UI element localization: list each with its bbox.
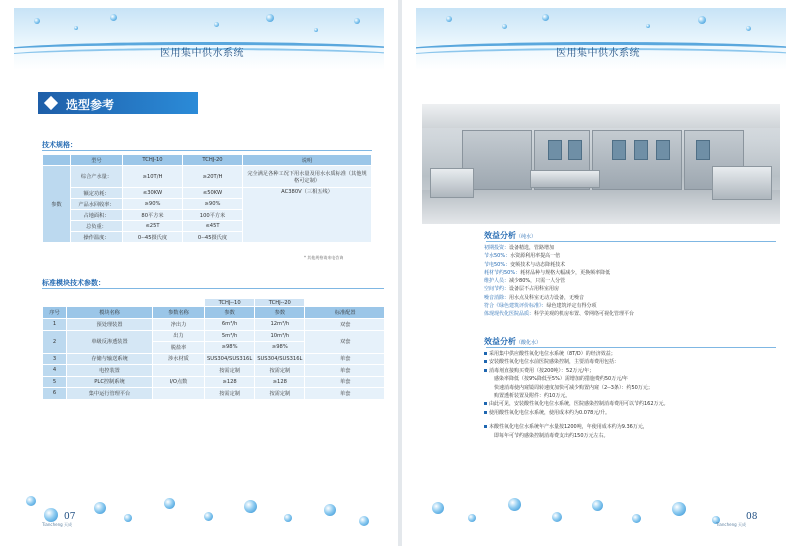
table-cell: ≤45T xyxy=(183,221,243,232)
table-cell: SUS304/SUS316L xyxy=(255,353,305,365)
table-cell: 总负重： xyxy=(71,221,123,232)
table-header-cell: 模块名称 xyxy=(67,307,153,319)
bullet-icon xyxy=(484,411,487,414)
benefit-item xyxy=(484,409,669,417)
water-drop-icon xyxy=(508,498,521,511)
divider xyxy=(486,347,776,348)
bullet-icon xyxy=(484,352,487,355)
table-cell: 0--45摄氏度 xyxy=(123,232,183,243)
table-row xyxy=(43,376,385,388)
benefit-key: 节电50%： xyxy=(484,261,511,268)
bullet-icon xyxy=(484,425,487,428)
water-drop-icon xyxy=(468,514,476,522)
benefit-item xyxy=(484,432,669,440)
water-drop-icon xyxy=(244,500,257,513)
table-cell: 预处理装置 xyxy=(67,319,153,331)
divider xyxy=(42,288,384,289)
table-cell: 单级反渗透装置 xyxy=(67,330,153,353)
table-cell: ≥128 xyxy=(205,376,255,388)
left-page xyxy=(14,8,384,538)
water-drop-icon xyxy=(354,18,360,24)
left-footer xyxy=(14,478,384,538)
bullet-icon xyxy=(484,360,487,363)
benefit-item xyxy=(484,375,669,383)
table-cell: ≤30KW xyxy=(123,188,183,199)
table-cell: 产品水回收率： xyxy=(71,199,123,210)
table-cell: ≥20T/H xyxy=(183,166,243,188)
table-cell: 0--45摄氏度 xyxy=(183,232,243,243)
table-cell: 净出力 xyxy=(153,319,205,331)
page-label: Tiancheng 天成 xyxy=(716,522,746,527)
benefit-item xyxy=(484,302,634,310)
table-cell: 4 xyxy=(43,365,67,377)
benefit-key: 噪音消除： xyxy=(484,294,510,301)
table-cell: ≥90% xyxy=(183,199,243,210)
table-cell: 双套 xyxy=(305,330,384,353)
table-cell: 单套 xyxy=(305,365,384,377)
bullet-icon xyxy=(484,402,487,405)
table-header-cell: 参数 xyxy=(255,307,305,319)
table-cell: 按需定制 xyxy=(255,365,305,377)
water-drop-icon xyxy=(266,14,274,22)
table-cell: 出力 xyxy=(153,330,205,342)
table-cell: 5m³/h xyxy=(205,330,255,342)
benefit-value: 设备层不占用科室用房 xyxy=(509,286,560,293)
benefit-item xyxy=(484,367,669,375)
benefit-value: 变频技术与动态降耗技术 xyxy=(510,261,566,268)
benefit-acid-title: 效益分析（酸化水） xyxy=(484,337,542,346)
section-title: 选型参考 xyxy=(38,92,198,114)
table-header-cell: 参数名称 xyxy=(153,307,205,319)
benefit-item xyxy=(484,400,669,408)
module-title: 标准模块技术参数： xyxy=(42,279,105,287)
table-row xyxy=(43,365,385,377)
water-drop-icon xyxy=(164,498,175,509)
table-cell: 按需定制 xyxy=(255,388,305,400)
table-cell: 按需定制 xyxy=(205,388,255,400)
water-drop-icon xyxy=(110,14,117,21)
benefit-acid-list xyxy=(484,350,669,440)
water-drop-icon xyxy=(124,514,132,522)
benefit-pure-title: 效益分析（纯水） xyxy=(484,231,537,240)
table-row xyxy=(43,330,385,342)
benefit-item xyxy=(484,285,634,293)
page-number: 07 xyxy=(64,512,76,522)
water-drop-icon xyxy=(94,502,106,514)
table-header-cell: TCHJ--20 xyxy=(255,299,305,307)
table-row xyxy=(43,353,385,365)
table-cell: 按需定制 xyxy=(205,365,255,377)
water-drop-icon xyxy=(646,24,650,28)
table-cell: 脱盐率 xyxy=(153,342,205,354)
benefit-item xyxy=(484,392,669,400)
benefit-item xyxy=(484,294,634,302)
table-cell xyxy=(153,365,205,377)
benefit-item xyxy=(484,269,634,277)
page-number: 08 xyxy=(746,512,758,522)
water-drop-icon xyxy=(359,516,369,526)
table-cell: 存储与输送系统 xyxy=(67,353,153,365)
water-drop-icon xyxy=(502,24,507,29)
table-header-cell xyxy=(305,299,384,307)
table-cell: ≥128 xyxy=(255,376,305,388)
table-cell: 额定功耗： xyxy=(71,188,123,199)
page-gutter xyxy=(398,0,402,546)
table-header-cell: 参数 xyxy=(205,307,255,319)
equipment-room-photo xyxy=(422,104,780,224)
table-row xyxy=(43,319,385,331)
benefit-item xyxy=(484,252,634,260)
benefit-key: 体现现代化医院品质： xyxy=(484,311,535,318)
benefit-item xyxy=(484,277,634,285)
benefit-key: 节水50%： xyxy=(484,253,511,260)
benefit-value: 减少80%，只需一人分管 xyxy=(509,278,566,285)
water-drop-icon xyxy=(214,22,219,27)
benefit-text: 快速消毒使内窥镜周转速度加快可减少购置内窥（2--3条）：约50万元； xyxy=(494,384,653,391)
table-cell: 2 xyxy=(43,330,67,353)
water-drop-icon xyxy=(592,500,603,511)
benefit-text: 使用酸性氧化电位水系统，使用成本约为0.078元/升。 xyxy=(489,409,611,416)
benefit-value: 水资源利用率提高一倍 xyxy=(510,253,561,260)
table-cell: ≤50KW xyxy=(183,188,243,199)
table-cell: ≥10T/H xyxy=(123,166,183,188)
benefit-item xyxy=(484,358,669,366)
table-cell: 单套 xyxy=(305,353,384,365)
benefit-value: 用水点及科室无动力设备，无噪音 xyxy=(509,294,585,301)
water-drop-icon xyxy=(314,28,318,32)
table-cell: ≥98% xyxy=(205,342,255,354)
benefit-value: 耗材品种与规格大幅减少，更换频率降低 xyxy=(520,269,611,276)
table-header-cell: TCHJ-10 xyxy=(123,155,183,166)
table-cell: 涉水材质 xyxy=(153,353,205,365)
table-cell: 综合产水量： xyxy=(71,166,123,188)
water-drop-icon xyxy=(746,26,751,31)
table-header-cell: TCHJ--10 xyxy=(205,299,255,307)
water-drop-icon xyxy=(672,502,686,516)
right-footer xyxy=(416,478,786,538)
table-cell: 双套 xyxy=(305,319,384,331)
table-cell: 10m³/h xyxy=(255,330,305,342)
right-page xyxy=(416,8,786,538)
table-cell: 6 xyxy=(43,388,67,400)
water-drop-icon xyxy=(542,14,549,21)
table-header-cell: 标准配置 xyxy=(305,307,384,319)
water-drop-icon xyxy=(632,514,641,523)
water-drop-icon xyxy=(446,16,452,22)
benefit-value: 绿色建筑评定有得分项 xyxy=(546,303,597,310)
water-drop-icon xyxy=(44,508,58,522)
table-header-cell: 型号 xyxy=(71,155,123,166)
benefit-text: 感染率降低（按9%降低至5%）需增加的措施费约50万元/年 xyxy=(494,376,628,383)
table-header-cell xyxy=(43,299,205,307)
table-header-cell: TCHJ-20 xyxy=(183,155,243,166)
benefit-text: 即每年可节约感染控制消毒费支出约150万元左右。 xyxy=(494,432,609,439)
table-cell: 1 xyxy=(43,319,67,331)
table-cell: I/O点数 xyxy=(153,376,205,388)
left-banner xyxy=(14,8,384,70)
right-banner xyxy=(416,8,786,70)
benefit-text: 安装酸性氧化电位水前医院感染控制，主要消毒费用包括： xyxy=(489,359,620,366)
benefit-text: 购置透析装置及附件：约10万元。 xyxy=(494,393,571,400)
table-header-cell: 说明 xyxy=(243,155,372,166)
table-header-row xyxy=(43,307,385,319)
table-cell: AC380V（三相五线） xyxy=(243,188,372,243)
water-drop-icon xyxy=(432,502,444,514)
table-cell: 集中运行管理平台 xyxy=(67,388,153,400)
table-header-cell xyxy=(43,155,71,166)
banner-title: 医用集中供水系统 xyxy=(556,48,640,59)
water-drop-icon xyxy=(552,512,562,522)
benefit-item xyxy=(484,310,634,318)
divider xyxy=(486,241,776,242)
table-cell: ≤25T xyxy=(123,221,183,232)
table-header-cell: 序号 xyxy=(43,307,67,319)
table-cell: 80平方米 xyxy=(123,210,183,221)
table-header-row xyxy=(43,155,372,166)
spec-title: 技术规格： xyxy=(42,141,77,149)
table-cell: 单套 xyxy=(305,376,384,388)
table-cell: 5 xyxy=(43,376,67,388)
table-cell: 占地面积： xyxy=(71,210,123,221)
table-cell: 3 xyxy=(43,353,67,365)
water-drop-icon xyxy=(204,512,213,521)
benefit-item xyxy=(484,423,669,431)
benefit-value: 设备精选，管路增加 xyxy=(509,245,555,251)
table-row xyxy=(43,188,372,199)
benefit-text: 由此可见，安装酸性氧化电位水系统，医院感染控制消毒费用可以节约162万元。 xyxy=(489,401,669,408)
benefit-key: 初期投资： xyxy=(484,245,510,251)
table-cell: 单套 xyxy=(305,388,384,400)
benefit-pure-list xyxy=(484,244,634,319)
table-cell: 操作温度： xyxy=(71,232,123,243)
table-cell: 12m³/h xyxy=(255,319,305,331)
water-drop-icon xyxy=(698,16,706,24)
table-row xyxy=(43,388,385,400)
table-cell: ≥90% xyxy=(123,199,183,210)
table-group-cell: 参数 xyxy=(43,166,71,243)
benefit-text: 采用集中供应酸性氧化电位水系统（8T/D）的经济效益； xyxy=(489,351,616,357)
water-drop-icon xyxy=(284,514,292,522)
benefit-text: 消毒剂直接购买费用（按200吨）：52万元/年； xyxy=(489,367,595,374)
benefit-item xyxy=(484,261,634,269)
table-row xyxy=(43,166,372,188)
table-pre-header-row xyxy=(43,299,385,307)
spec-table xyxy=(42,154,372,243)
benefit-key: 耗材节约50%： xyxy=(484,269,521,276)
water-drop-icon xyxy=(34,18,40,24)
spec-note: * 其他规格请来电咨询 xyxy=(304,255,344,260)
water-drop-icon xyxy=(324,504,336,516)
table-cell: 电控装置 xyxy=(67,365,153,377)
benefit-item xyxy=(484,350,669,358)
table-cell: 完全满足各种工况下用水量及用水水质标准（其他规格可定制） xyxy=(243,166,372,188)
benefit-key: 符合《绿色建筑评价标准》： xyxy=(484,303,547,310)
benefit-item xyxy=(484,244,634,252)
water-drop-icon xyxy=(74,26,78,30)
water-drop-icon xyxy=(26,496,36,506)
table-cell xyxy=(153,388,205,400)
benefit-key: 空间节约： xyxy=(484,286,510,293)
divider xyxy=(42,150,372,151)
module-table xyxy=(42,298,384,400)
table-cell: 6m³/h xyxy=(205,319,255,331)
benefit-key: 维护人员： xyxy=(484,278,510,285)
benefit-value: 科学美观的机房布置、带网络可视化管理平台 xyxy=(534,311,635,318)
benefit-item xyxy=(484,384,669,392)
benefit-text: 本酸性氧化电位水系统年产水量按1200吨，年使用成本约为9.36万元， xyxy=(489,424,648,431)
bullet-icon xyxy=(484,369,487,372)
page-label: Tiancheng 天成 xyxy=(42,522,72,527)
table-cell: 100平方米 xyxy=(183,210,243,221)
banner-title: 医用集中供水系统 xyxy=(160,48,244,59)
table-cell: PLC控制系统 xyxy=(67,376,153,388)
table-cell: SUS304/SUS316L xyxy=(205,353,255,365)
table-cell: ≥98% xyxy=(255,342,305,354)
